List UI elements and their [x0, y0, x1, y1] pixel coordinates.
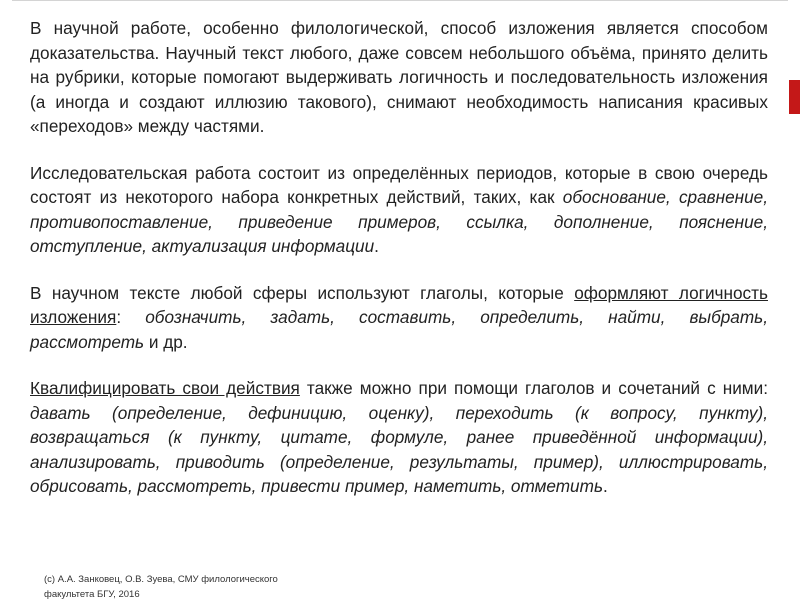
- paragraph-1-text: В научной работе, особенно филологической, способ изложения является способом доказательства. Научный текст любого, даже совсем небольшого объёма, принято делить на рубрики, которые помогают выдерживать логичность и последовательность изложения (а иногда и создают иллюзию такового), снимают необходимость написания красивых «переходов» между частями.: [30, 18, 768, 136]
- paragraph-4-underlined-term: Квалифицировать свои действия: [30, 378, 300, 398]
- paragraph-4-italic-verbs: давать (определение, дефиницию, оценку), переходить (к вопросу, пункту), возвращаться (к пункту, цитате, формуле, ранее приведённой информации), анализировать, приводить (определение, результаты, пример), иллюстрировать, обрисовать, рассмотреть, привести пример, наметить, отметить: [30, 402, 768, 496]
- top-divider: [12, 0, 788, 1]
- paragraph-3: [30, 281, 768, 355]
- paragraph-2: [30, 161, 768, 259]
- paragraph-3-underlined-term: оформляют логичность изложения: [30, 282, 768, 327]
- accent-bar: [789, 80, 800, 114]
- paragraph-2-italic-list: обоснование, сравнение, противопоставление, приведение примеров, ссылка, дополнение, пояснение, отступление, актуализация информации: [30, 187, 769, 256]
- paragraph-2-end: .: [374, 236, 379, 256]
- paragraph-1: [30, 16, 768, 139]
- paragraph-4: [30, 376, 768, 499]
- copyright-footer: [44, 572, 344, 602]
- paragraph-2-lead: Исследовательская работа состоит из определённых периодов, которые в свою очередь состоят из некоторого набора конкретных действий, таких, как: [30, 162, 768, 207]
- paragraph-4-mid: также можно при помощи глаголов и сочетаний с ними:: [299, 378, 768, 398]
- paragraph-3-lead: В научном тексте любой сферы используют глаголы, которые: [30, 282, 575, 303]
- footer-line-1: (с) А.А. Занковец, О.В. Зуева, СМУ филологического: [44, 574, 278, 585]
- paragraph-4-end: .: [602, 476, 608, 496]
- slide-body: [30, 16, 768, 521]
- paragraph-3-italic-verbs: обозначить, задать, составить, определить, найти, выбрать, рассмотреть: [30, 307, 768, 352]
- paragraph-3-end: и др.: [144, 331, 188, 352]
- footer-line-2: факультета БГУ, 2016: [44, 589, 140, 600]
- paragraph-3-colon: :: [116, 307, 146, 327]
